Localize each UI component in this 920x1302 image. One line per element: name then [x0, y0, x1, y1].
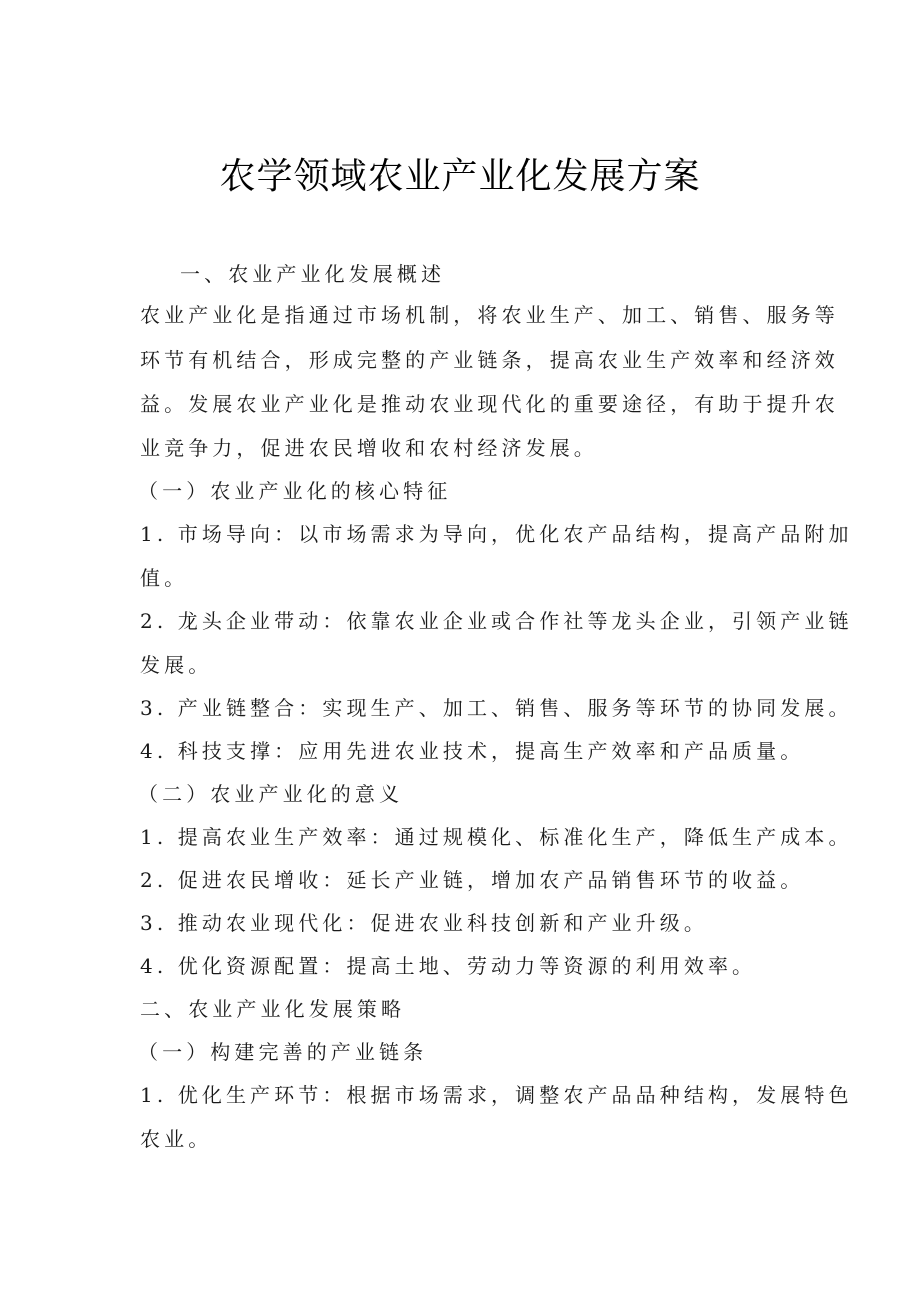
- list-item: 1. 市场导向：以市场需求为导向，优化农产品结构，提高产品附加: [140, 522, 853, 546]
- list-item-continuation: 值。: [140, 566, 189, 590]
- list-item: 4. 优化资源配置：提高土地、劳动力等资源的利用效率。: [140, 954, 757, 978]
- list-item: 4. 科技支撑：应用先进农业技术，提高生产效率和产品质量。: [140, 739, 805, 763]
- section-heading-strategy: 二、农业产业化发展策略: [140, 997, 406, 1021]
- subsection-heading-significance: （二）农业产业化的意义: [138, 782, 404, 806]
- paragraph-line: 环节有机结合，形成完整的产业链条，提高农业生产效率和经济效: [140, 348, 839, 372]
- list-item: 2. 龙头企业带动：依靠农业企业或合作社等龙头企业，引领产业链: [140, 609, 853, 633]
- paragraph-line: 益。发展农业产业化是推动农业现代化的重要途径，有助于提升农: [140, 392, 839, 416]
- paragraph-line: 农业产业化是指通过市场机制，将农业生产、加工、销售、服务等: [140, 303, 839, 327]
- list-item: 3. 推动农业现代化：促进农业科技创新和产业升级。: [140, 911, 708, 935]
- list-item-continuation: 农业。: [140, 1127, 213, 1151]
- list-item: 1. 优化生产环节：根据市场需求，调整农产品品种结构，发展特色: [140, 1083, 853, 1107]
- list-item: 1. 提高农业生产效率：通过规模化、标准化生产，降低生产成本。: [140, 825, 853, 849]
- list-item-continuation: 发展。: [140, 653, 213, 677]
- document-title: 农学领域农业产业化发展方案: [219, 156, 701, 197]
- list-item: 3. 产业链整合：实现生产、加工、销售、服务等环节的协同发展。: [140, 696, 853, 720]
- subsection-heading-features: （一）农业产业化的核心特征: [138, 479, 452, 503]
- section-heading-overview: 一、农业产业化发展概述: [180, 262, 446, 286]
- subsection-heading-chain: （一）构建完善的产业链条: [138, 1040, 428, 1064]
- list-item: 2. 促进农民增收：延长产业链，增加农产品销售环节的收益。: [140, 868, 805, 892]
- paragraph-line: 业竞争力，促进农民增收和农村经济发展。: [140, 436, 598, 460]
